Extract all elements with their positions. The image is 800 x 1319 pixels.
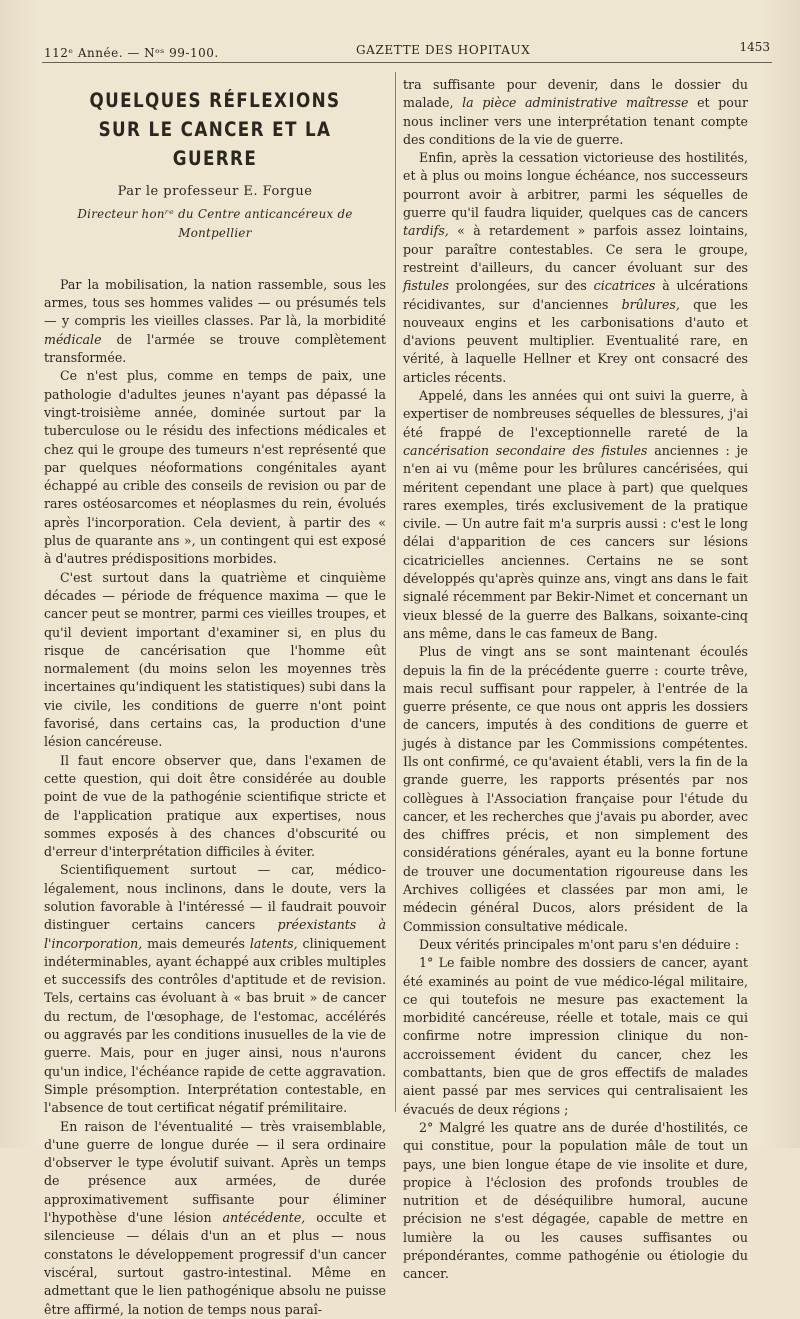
article-title xyxy=(68,86,362,173)
paragraph: Plus de vingt ans se sont maintenant écoulés depuis la fin de la précédente guerre : courte trêve, mais recul suffisant pour rappeler, à l'entrée de la guerre présente, ce que nous ont appris les dossiers de cancers, imputés à des conditions de guerre et jugés à distance par les Commissions compétentes. Ils ont confirmé, ce qu'avaient établi, vers la fin de la grande guerre, les rapports présentés par nos collègues à l'Association française pour l'étude du cancer, et les recherches que j'avais pu aborder, avec des chiffres précis, et non simplement des considérations générales, ayant eu la bonne fortune de trouver une documentation rigoureuse dans les Archives colligées et classées par mon ami, le médecin général Ducos, alors président de la Commission consultative médicale. xyxy=(403,644,748,934)
paragraph: 2° Malgré les quatre ans de durée d'hostilités, ce qui constitue, pour la population mâle de tout un pays, une bien longue étape de vie insolite et dure, propice à l'éclosion des profonds troubles de nutrition et de déséquilibre humoral, aucune précision ne s'est dégagée, capable de mettre en lumière la ou les causes suffisantes ou prépondérantes, comme pathogénie ou étiologie du cancer. xyxy=(403,1119,748,1282)
author-byline: Par le professeur E. Forgue xyxy=(117,184,313,199)
paragraph: Il faut encore observer que, dans l'examen de cette question, qui doit être considérée au double point de vue de la pathogénie scientifique stricte et de l'application pratique aux expertises, nous sommes exposés à des chances d'obscurité ou d'erreur d'interprétation difficiles à éviter. xyxy=(44,752,386,860)
running-head xyxy=(42,40,772,63)
title-line-1: QUELQUES RÉFLEXIONS xyxy=(89,89,341,112)
page-number: 1453 xyxy=(739,40,770,54)
paragraph: Par la mobilisation, la nation rassemble, sous les armes, tous ses hommes valides — ou présumés tels — y compris les vieilles classes. Par là, la morbidité médicale de l'armée se trouve complètement transformée. xyxy=(44,276,386,366)
paragraph: Appelé, dans les années qui ont suivi la guerre, à expertiser de nombreuses séquelles de blessures, j'ai été frappé de l'exceptionnelle rareté de la cancérisation secondaire des fistules anciennes : je n'en ai vu (même pour les brûlures cancérisées, qui méritent cependant une place à part) que quelques rares exemples, tirés exclusivement de la pratique civile. — Un autre fait m'a surpris aussi : c'est le long délai d'apparition de ces cancers sur lésions cicatricielles anciennes. Certains ne se sont développés qu'après quinze ans, vingt ans dans le fait signalé récemment par Bekir-Nimet et concernant un vieux blessé de la guerre des Balkans, soixante-cinq ans même, dans le cas fameux de Bang. xyxy=(403,388,748,641)
paragraph: Ce n'est plus, comme en temps de paix, une pathologie d'adultes jeunes n'ayant pas dépassé la vingt-troisième année, dominée surtout par la tuberculose ou le résidu des infections médicales et chez qui le groupe des tumeurs n'est représenté que par quelques néoformations congénitales ayant échappé au crible des conseils de revision ou par de rares ostéosarcomes et néoplasmes du rein, évolués après l'incorporation. Cela devient, à partir des « plus de quarante ans », un contingent qui est exposé à d'autres prédispositions morbides. xyxy=(44,368,386,567)
paragraph: C'est surtout dans la quatrième et cinquième décades — période de fréquence maxima — que le cancer peut se montrer, parmi ces vieilles troupes, et qu'il devient important d'examiner si, en plus du risque de cancérisation que l'homme eût normalement (du moins selon les moyennes très incertaines qu'indiquent les statistiques) subi dans la vie civile, les conditions de guerre n'ont point favorisé, dans certains cas, la production d'une lésion cancéreuse. xyxy=(44,569,386,750)
author-affiliation: Directeur honʳᵉ du Centre anticancéreux de Montpellier xyxy=(77,207,353,240)
paragraph: Enfin, après la cessation victorieuse des hostilités, et à plus ou moins longue échéance, nos successeurs pourront avoir à arbitrer, parmi les séquelles de guerre qu'il faudra liquider, quelques cas de cancers tardifs, « à retardement » parfois assez lointains, pour paraître contestables. Ce sera le groupe, restreint d'ailleurs, du cancer évoluant sur des fistules prolongées, sur des cicatrices à ulcérations récidivantes, sur d'anciennes brûlures, que les nouveaux engins et les carbonisations d'auto et d'avions peuvent multiplier. Eventualité rare, en vérité, à laquelle Hellner et Krey ont consacré des articles récents. xyxy=(403,150,748,385)
paragraph: Scientifiquement surtout — car, médico-légalement, nous inclinons, dans le doute, vers la solution favorable à l'intéressé — il faudrait pouvoir distinguer certains cancers préexistants à l'incorporation, mais demeurés latents, cliniquement indéterminables, ayant échappé aux cribles multiples et successifs des contrôles d'aptitude et de revision. Tels, certains cas évoluant à « bas bruit » de cancer du rectum, de l'œsophage, de l'estomac, accélérés ou aggravés par les conditions inusuelles de la vie de guerre. Mais, pour en juger ainsi, nous n'aurons qu'un indice, l'échéance rapide de cette aggravation. Simple présomption. Interprétation contestable, en l'absence de tout certificat négatif prémilitaire. xyxy=(44,862,386,1116)
title-line-2: SUR LE CANCER ET LA GUERRE xyxy=(98,118,332,170)
paragraph: Deux vérités principales m'ont paru s'en déduire : xyxy=(419,936,739,952)
journal-title: GAZETTE DES HOPITAUX xyxy=(356,43,531,57)
column-rule xyxy=(395,72,396,1112)
paragraph: tra suffisante pour devenir, dans le dossier du malade, la pièce administrative maîtresse et pour nous incliner vers une interprétation tenant compte des conditions de la vie de guerre. xyxy=(403,77,748,147)
right-column xyxy=(403,76,748,1284)
issue-number: 112ᵉ Année. — Nᵒˢ 99-100. xyxy=(44,46,219,60)
paragraph: En raison de l'éventualité — très vraisemblable, d'une guerre de longue durée — il sera ordinaire d'observer le type évolutif suivant. Après un temps de présence aux armées, de durée approximativement suffisante pour éliminer l'hypothèse d'une lésion antécédente, occulte et silencieuse — délais d'un an et plus — nous constatons le développement progressif d'un cancer viscéral, surtout gastro-intestinal. Même en admettant que le lien pathogénique absolu ne puisse être affirmé, la notion de temps nous paraî- xyxy=(44,1118,386,1317)
paragraph: 1° Le faible nombre des dossiers de cancer, ayant été examinés au point de vue médico-légal militaire, ce qui toutefois ne mesure pas exactement la morbidité cancéreuse, réelle et totale, mais ce qui confirme notre impression clinique du non-accroissement évident du cancer, chez les combattants, bien que de gros effectifs de malades aient passé par mes services qui centralisaient les évacués de deux régions ; xyxy=(403,955,748,1117)
left-column xyxy=(44,76,386,1319)
